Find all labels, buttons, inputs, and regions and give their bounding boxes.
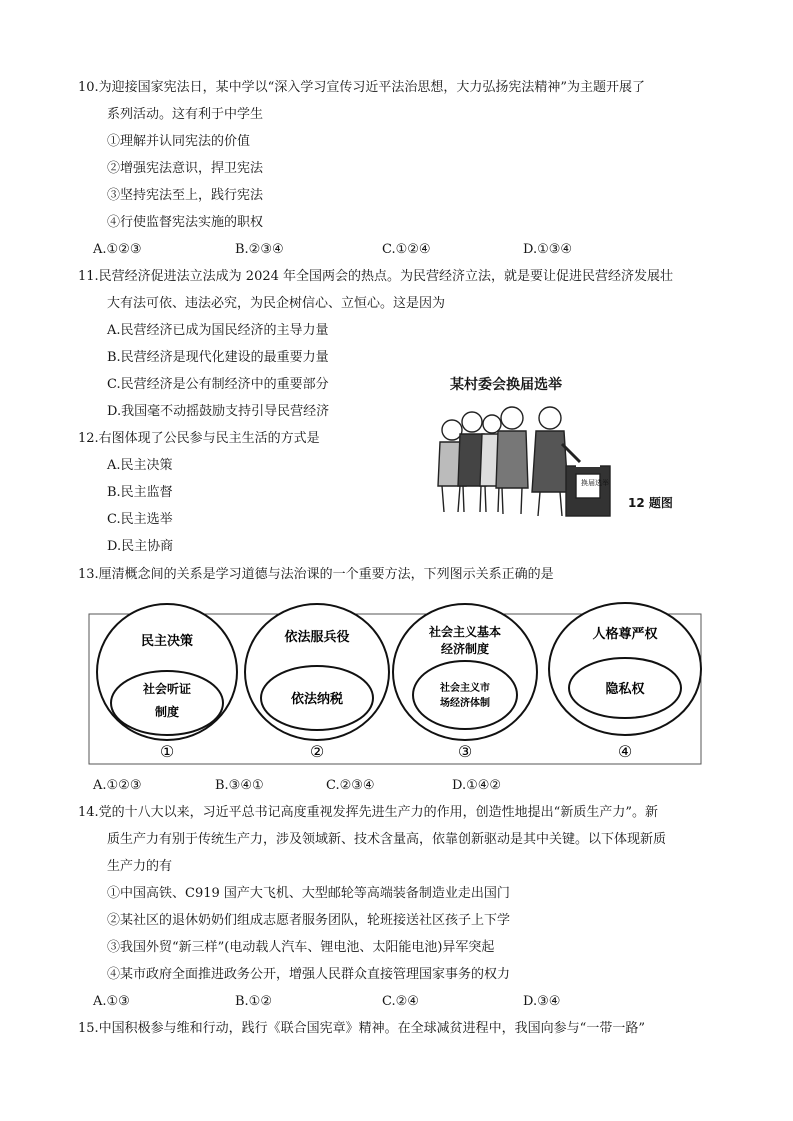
q11-option-c[interactable]: C.民营经济是公有制经济中的重要部分 — [107, 377, 329, 392]
q10-item-2: ②增强宪法意识，捍卫宪法 — [107, 161, 264, 176]
q12-option-b[interactable]: B.民主监督 — [107, 485, 173, 500]
q11-stem-line2: 大有法可依、违法必究，为民企树信心、立恒心。这是因为 — [107, 296, 446, 311]
q14-option-a[interactable]: A.①③ — [93, 994, 130, 1009]
q12-figure — [430, 372, 690, 522]
diagram-4-outer-label: 人格尊严权 — [592, 627, 658, 642]
q10-stem-line1: 10.为迎接国家宪法日，某中学以“深入学习宣传习近平法治思想，大力弘扬宪法精神”为主题开展了 — [78, 80, 645, 95]
q12-figure-label: 12 题图 — [628, 496, 673, 510]
q11-option-a[interactable]: A.民营经济已成为国民经济的主导力量 — [107, 323, 329, 338]
q14-item-3: ③我国外贸“新三样”(电动载人汽车、锂电池、太阳能电池)异军突起 — [107, 940, 495, 955]
q12-stem: 12.右图体现了公民参与民主生活的方式是 — [78, 431, 320, 446]
diagram-3-inner-label-2: 场经济体制 — [440, 698, 490, 709]
q12-option-c[interactable]: C.民主选举 — [107, 512, 173, 527]
q14-options — [93, 993, 653, 1011]
diagram-3-outer-label-1: 社会主义基本 — [428, 625, 502, 639]
q10-option-a[interactable]: A.①②③ — [93, 242, 142, 257]
q11-option-b[interactable]: B.民营经济是现代化建设的最重要力量 — [107, 350, 329, 365]
voting-illustration — [430, 400, 630, 520]
diagram-1-inner-label-2: 制度 — [154, 705, 180, 719]
q13-option-b[interactable]: B.③④① — [215, 778, 264, 793]
q14-item-4: ④某市政府全面推进政务公开，增强人民群众直接管理国家事务的权力 — [107, 967, 511, 982]
q14-stem-line1: 14.党的十八大以来，习近平总书记高度重视发挥先进生产力的作用，创造性地提出“新质生产力”。新 — [78, 805, 658, 820]
q10-item-1: ①理解并认同宪法的价值 — [107, 134, 251, 149]
q14-option-b[interactable]: B.①② — [235, 994, 272, 1009]
diagram-1-outer-label: 民主决策 — [140, 634, 194, 649]
q13-options — [93, 777, 653, 795]
q12-option-a[interactable]: A.民主决策 — [107, 458, 173, 473]
diagram-2-outer-label: 依法服兵役 — [284, 630, 350, 645]
diagram-4-number: ④ — [617, 742, 633, 761]
diagram-3-outer-label-2: 经济制度 — [440, 642, 490, 656]
q10-option-b[interactable]: B.②③④ — [235, 242, 284, 257]
diagram-3-number: ③ — [457, 742, 473, 761]
q14-option-d[interactable]: D.③④ — [523, 994, 561, 1009]
q10-option-d[interactable]: D.①③④ — [523, 242, 573, 257]
q10-options — [93, 241, 653, 259]
q15-stem-line1: 15.中国积极参与维和行动，践行《联合国宪章》精神。在全球减贫进程中，我国向参与“一带一路” — [78, 1021, 645, 1036]
q10-option-c[interactable]: C.①②④ — [382, 242, 431, 257]
diagram-3-inner-label-1: 社会主义市 — [440, 683, 490, 694]
diagram-2-inner-label: 依法纳税 — [290, 692, 344, 707]
q13-option-c[interactable]: C.②③④ — [326, 778, 375, 793]
diagram-1-inner-label-1: 社会听证 — [142, 682, 192, 696]
q13-option-d[interactable]: D.①④② — [452, 778, 502, 793]
diagram-2 — [245, 604, 389, 761]
diagram-4 — [549, 603, 701, 761]
diagram-2-number: ② — [309, 742, 325, 761]
diagram-3 — [393, 604, 537, 761]
q14-stem-line3: 生产力的有 — [107, 859, 173, 874]
q11-option-d[interactable]: D.我国毫不动摇鼓励支持引导民营经济 — [107, 404, 330, 419]
q14-item-1: ①中国高铁、C919 国产大飞机、大型邮轮等高端装备制造业走出国门 — [107, 886, 510, 901]
q14-option-c[interactable]: C.②④ — [382, 994, 419, 1009]
q13-stem: 13.厘清概念间的关系是学习道德与法治课的一个重要方法，下列图示关系正确的是 — [78, 567, 554, 582]
q10-item-3: ③坚持宪法至上，践行宪法 — [107, 188, 264, 203]
diagram-1-number: ① — [159, 742, 175, 761]
concept-diagrams — [88, 600, 702, 770]
q13-figure — [88, 600, 702, 770]
q12-option-d[interactable]: D.民主协商 — [107, 539, 174, 554]
q14-stem-line2: 质生产力有别于传统生产力，涉及领域新、技术含量高，依靠创新驱动是其中关键。以下体现新质 — [107, 832, 667, 847]
q10-item-4: ④行使监督宪法实施的职权 — [107, 215, 264, 230]
q11-stem-line1: 11.民营经济促进法立法成为 2024 年全国两会的热点。为民营经济立法，就是要让促进民营经济发展壮 — [78, 269, 674, 284]
q14-item-2: ②某社区的退休奶奶们组成志愿者服务团队，轮班接送社区孩子上下学 — [107, 913, 511, 928]
diagram-1 — [97, 604, 237, 761]
q10-stem-line2: 系列活动。这有利于中学生 — [107, 107, 264, 122]
ballot-box-label: 换届选举 — [581, 479, 609, 487]
diagram-4-inner-label: 隐私权 — [605, 682, 645, 697]
q13-option-a[interactable]: A.①②③ — [93, 778, 142, 793]
q12-figure-caption: 某村委会换届选举 — [450, 377, 562, 393]
